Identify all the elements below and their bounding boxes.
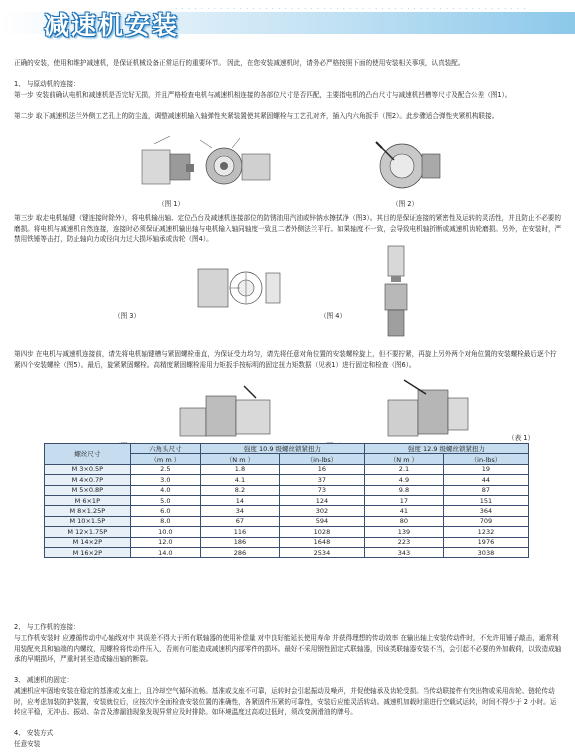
table-row — [45, 464, 529, 474]
table-header-row — [45, 444, 529, 454]
figure-2-caption: （图 2） — [392, 200, 419, 208]
figure-1-caption: （图 1） — [158, 200, 185, 208]
figure-2-wrench-insert — [372, 138, 444, 194]
section-3-title: 3、 减速机的固定： — [14, 676, 74, 684]
value-cell: 4.0 — [130, 485, 200, 495]
figure-5-bolt-tightening — [176, 382, 276, 440]
value-cell: 19 — [443, 464, 528, 474]
bolt-size-cell: M 10×1.5P — [45, 516, 131, 526]
value-cell: 2.1 — [364, 464, 443, 474]
page-title: 减速机安装 — [44, 11, 180, 40]
step-2-paragraph: 第二步 取下减速机法兰外侧工艺孔上的防尘盖，调整减速机输入轴弹性夹紧装置使其紧固螺栓与工艺孔对齐，插入内六角扳手（图2）。此步骤适合弹性夹紧机构联接。 — [14, 112, 499, 120]
value-cell: 73 — [279, 485, 364, 495]
value-cell: 12.0 — [130, 537, 200, 547]
value-cell: 124 — [279, 495, 364, 505]
value-cell: 41 — [364, 506, 443, 516]
bolt-size-cell: M 16×2P — [45, 547, 131, 557]
section-2-paragraph: 与工作机安装时 应遵循传动中心轴线对中 其误差不得大于所有联轴器的使用补偿量 对中良好能延长使用寿命 并获得理想的传动效率 在输出轴上安装传动件时，不允许用锤子敲击，通常利用装配夹具和轴端的内螺纹，用螺栓将传动件压入，否则有可能造成减速机内部零件的损坏。最好不采用钢性固定式联轴器，因该类联轴器安装不当，会引起不必要的外加载荷，以致造成轴承的早期损坏，严重时甚至造成输出轴的断裂。 — [14, 634, 562, 663]
value-cell: 44 — [443, 475, 528, 485]
table-row — [45, 475, 529, 485]
unit-inlbs-10-9: （in-lbs） — [279, 454, 364, 464]
bolt-size-cell: M 8×1.25P — [45, 506, 131, 516]
table-1-caption: （表 1） — [508, 434, 535, 442]
table-row — [45, 516, 529, 526]
step-3-paragraph: 第三步 取走电机轴键（键连接时除外），将电机输出轴、定位凸台及减速机连接部位的防锈油用汽油或锌钠水擦拭净（图3）。其目的是保证连接的紧密性及运转的灵活性，并且防止不必要的磨损。将电机与减速机自然连接，连接时必须保证减速机输出轴与电机输入轴同轴度一致且二者外侧法兰平行。如果轴度不一致，会导致电机轴折断或减速机齿轮磨损。另外，在安装时，严禁用铁锤等击打，防止轴向力或径向力过大损坏轴承或齿轮（图4）。 — [14, 214, 562, 243]
page-header — [0, 0, 575, 42]
value-cell: 14.0 — [130, 547, 200, 557]
value-cell: 302 — [279, 506, 364, 516]
bolt-torque-table — [44, 443, 529, 558]
col-grade-10-9: 强度 10.9 级螺丝锁紧扭力 — [200, 444, 364, 454]
section-2-title: 2、 与工作机的连接： — [14, 623, 80, 631]
table-row — [45, 537, 529, 547]
step-4-paragraph: 第四步 在电机与减速机连接前，请先将电机轴键槽与紧固螺栓垂直，为保证受力均匀，请先将任意对角位置的安装螺栓旋上，但不要拧紧，再旋上另外两个对角位置的安装螺栓最后逐个拧紧四个安装螺栓（图5）。最后，旋紧紧固螺栓。高精度紧固螺栓需用力矩扳手按标明的固定扭力矩数据（见表1）进行固定和检查（图6）。 — [14, 350, 557, 369]
value-cell: 709 — [443, 516, 528, 526]
table-row — [45, 547, 529, 557]
value-cell: 343 — [364, 547, 443, 557]
section-3-paragraph: 减速机应牢固地安装在稳定的基准或支座上，且冷却空气循环流畅。基准或支座不可靠，运转时会引起振动及噪声，并促使轴承及齿轮受损。当传动联接件有突出物或采用齿轮、链轮传动时，应考虑加装防护装置，安装就位后，应按次序全面检查安装位置的准确性，各紧固件压紧的可靠性，安装后应能灵活转动。减速机加载时需进行空载试运转，时间不得少于 2 小时。运转应平稳，无冲击、振动、杂音及渗漏油现象发现异常应及时排除。如环境温度过高或过低时，须改变润滑油的牌号。 — [14, 687, 557, 716]
bolt-size-cell: M 4×0.7P — [45, 475, 131, 485]
unit-inlbs-12-9: （in-lbs） — [443, 454, 528, 464]
unit-nm-12-9: （N m ） — [364, 454, 443, 464]
unit-nm-10-9: （N m ） — [200, 454, 279, 464]
value-cell: 2.5 — [130, 464, 200, 474]
value-cell: 6.0 — [130, 506, 200, 516]
value-cell: 67 — [200, 516, 279, 526]
table-row — [45, 485, 529, 495]
header-dot-pattern: · · · · · · · · · · · · · · · · · · · · · · · · · · · · · · · · · · · · · · · · · · · · · · · · · · · · · · · — [175, 5, 527, 13]
col-hex-size: 六角头尺寸 — [130, 444, 200, 454]
table-row — [45, 527, 529, 537]
value-cell: 5.0 — [130, 495, 200, 505]
figure-6-torque-check — [382, 378, 472, 440]
bolt-size-cell: M 14×2P — [45, 537, 131, 547]
bolt-size-cell: M 6×1P — [45, 495, 131, 505]
value-cell: 14 — [200, 495, 279, 505]
value-cell: 594 — [279, 516, 364, 526]
section-1-title: 1、 与原动机的连接： — [14, 80, 80, 88]
value-cell: 116 — [200, 527, 279, 537]
value-cell: 286 — [200, 547, 279, 557]
value-cell: 16 — [279, 464, 364, 474]
section-4-text: 任意安装 — [14, 740, 41, 748]
value-cell: 4.1 — [200, 475, 279, 485]
figure-4-vertical-assembly — [382, 244, 410, 340]
value-cell: 17 — [364, 495, 443, 505]
value-cell: 1648 — [279, 537, 364, 547]
value-cell: 80 — [364, 516, 443, 526]
value-cell: 1028 — [279, 527, 364, 537]
bolt-size-cell: M 12×1.75P — [45, 527, 131, 537]
value-cell: 34 — [200, 506, 279, 516]
value-cell: 1.8 — [200, 464, 279, 474]
value-cell: 3038 — [443, 547, 528, 557]
figure-3-caption: （图 3） — [114, 312, 141, 320]
intro-paragraph: 正确的安装，使用和维护减速机，是保证机械设备正常运行的重要环节。 因此，在您安装减速机时，请务必严格按照下面的使用安装相关事项，认真装配。 — [14, 59, 465, 67]
step-1-paragraph: 第一步 安装前确认电机和减速机是否完好无损，并且严格检查电机与减速机相连接的各部位尺寸是否匹配，主要指电机的凸台尺寸与减速机凹槽等尺寸及配合公差（图1）。 — [14, 91, 512, 99]
col-bolt-size: 螺丝尺寸 — [45, 444, 131, 465]
section-4-title: 4、 安装方式 — [14, 729, 54, 737]
value-cell: 223 — [364, 537, 443, 547]
value-cell: 37 — [279, 475, 364, 485]
col-grade-12-9: 强度 12.9 级螺丝锁紧扭力 — [364, 444, 528, 454]
value-cell: 139 — [364, 527, 443, 537]
value-cell: 8.2 — [200, 485, 279, 495]
value-cell: 8.0 — [130, 516, 200, 526]
value-cell: 186 — [200, 537, 279, 547]
value-cell: 3.0 — [130, 475, 200, 485]
value-cell: 1976 — [443, 537, 528, 547]
value-cell: 87 — [443, 485, 528, 495]
unit-mm: （m m ） — [130, 454, 200, 464]
value-cell: 10.0 — [130, 527, 200, 537]
value-cell: 4.9 — [364, 475, 443, 485]
value-cell: 151 — [443, 495, 528, 505]
table-row — [45, 506, 529, 516]
value-cell: 364 — [443, 506, 528, 516]
bolt-size-cell: M 5×0.8P — [45, 485, 131, 495]
figure-1-motor-gearbox — [140, 134, 275, 192]
value-cell: 2534 — [279, 547, 364, 557]
value-cell: 1232 — [443, 527, 528, 537]
value-cell: 9.8 — [364, 485, 443, 495]
bolt-size-cell: M 3×0.5P — [45, 464, 131, 474]
figure-4-caption: （图 4） — [320, 312, 347, 320]
figure-3-motor-shaft — [196, 265, 282, 311]
table-row — [45, 495, 529, 505]
